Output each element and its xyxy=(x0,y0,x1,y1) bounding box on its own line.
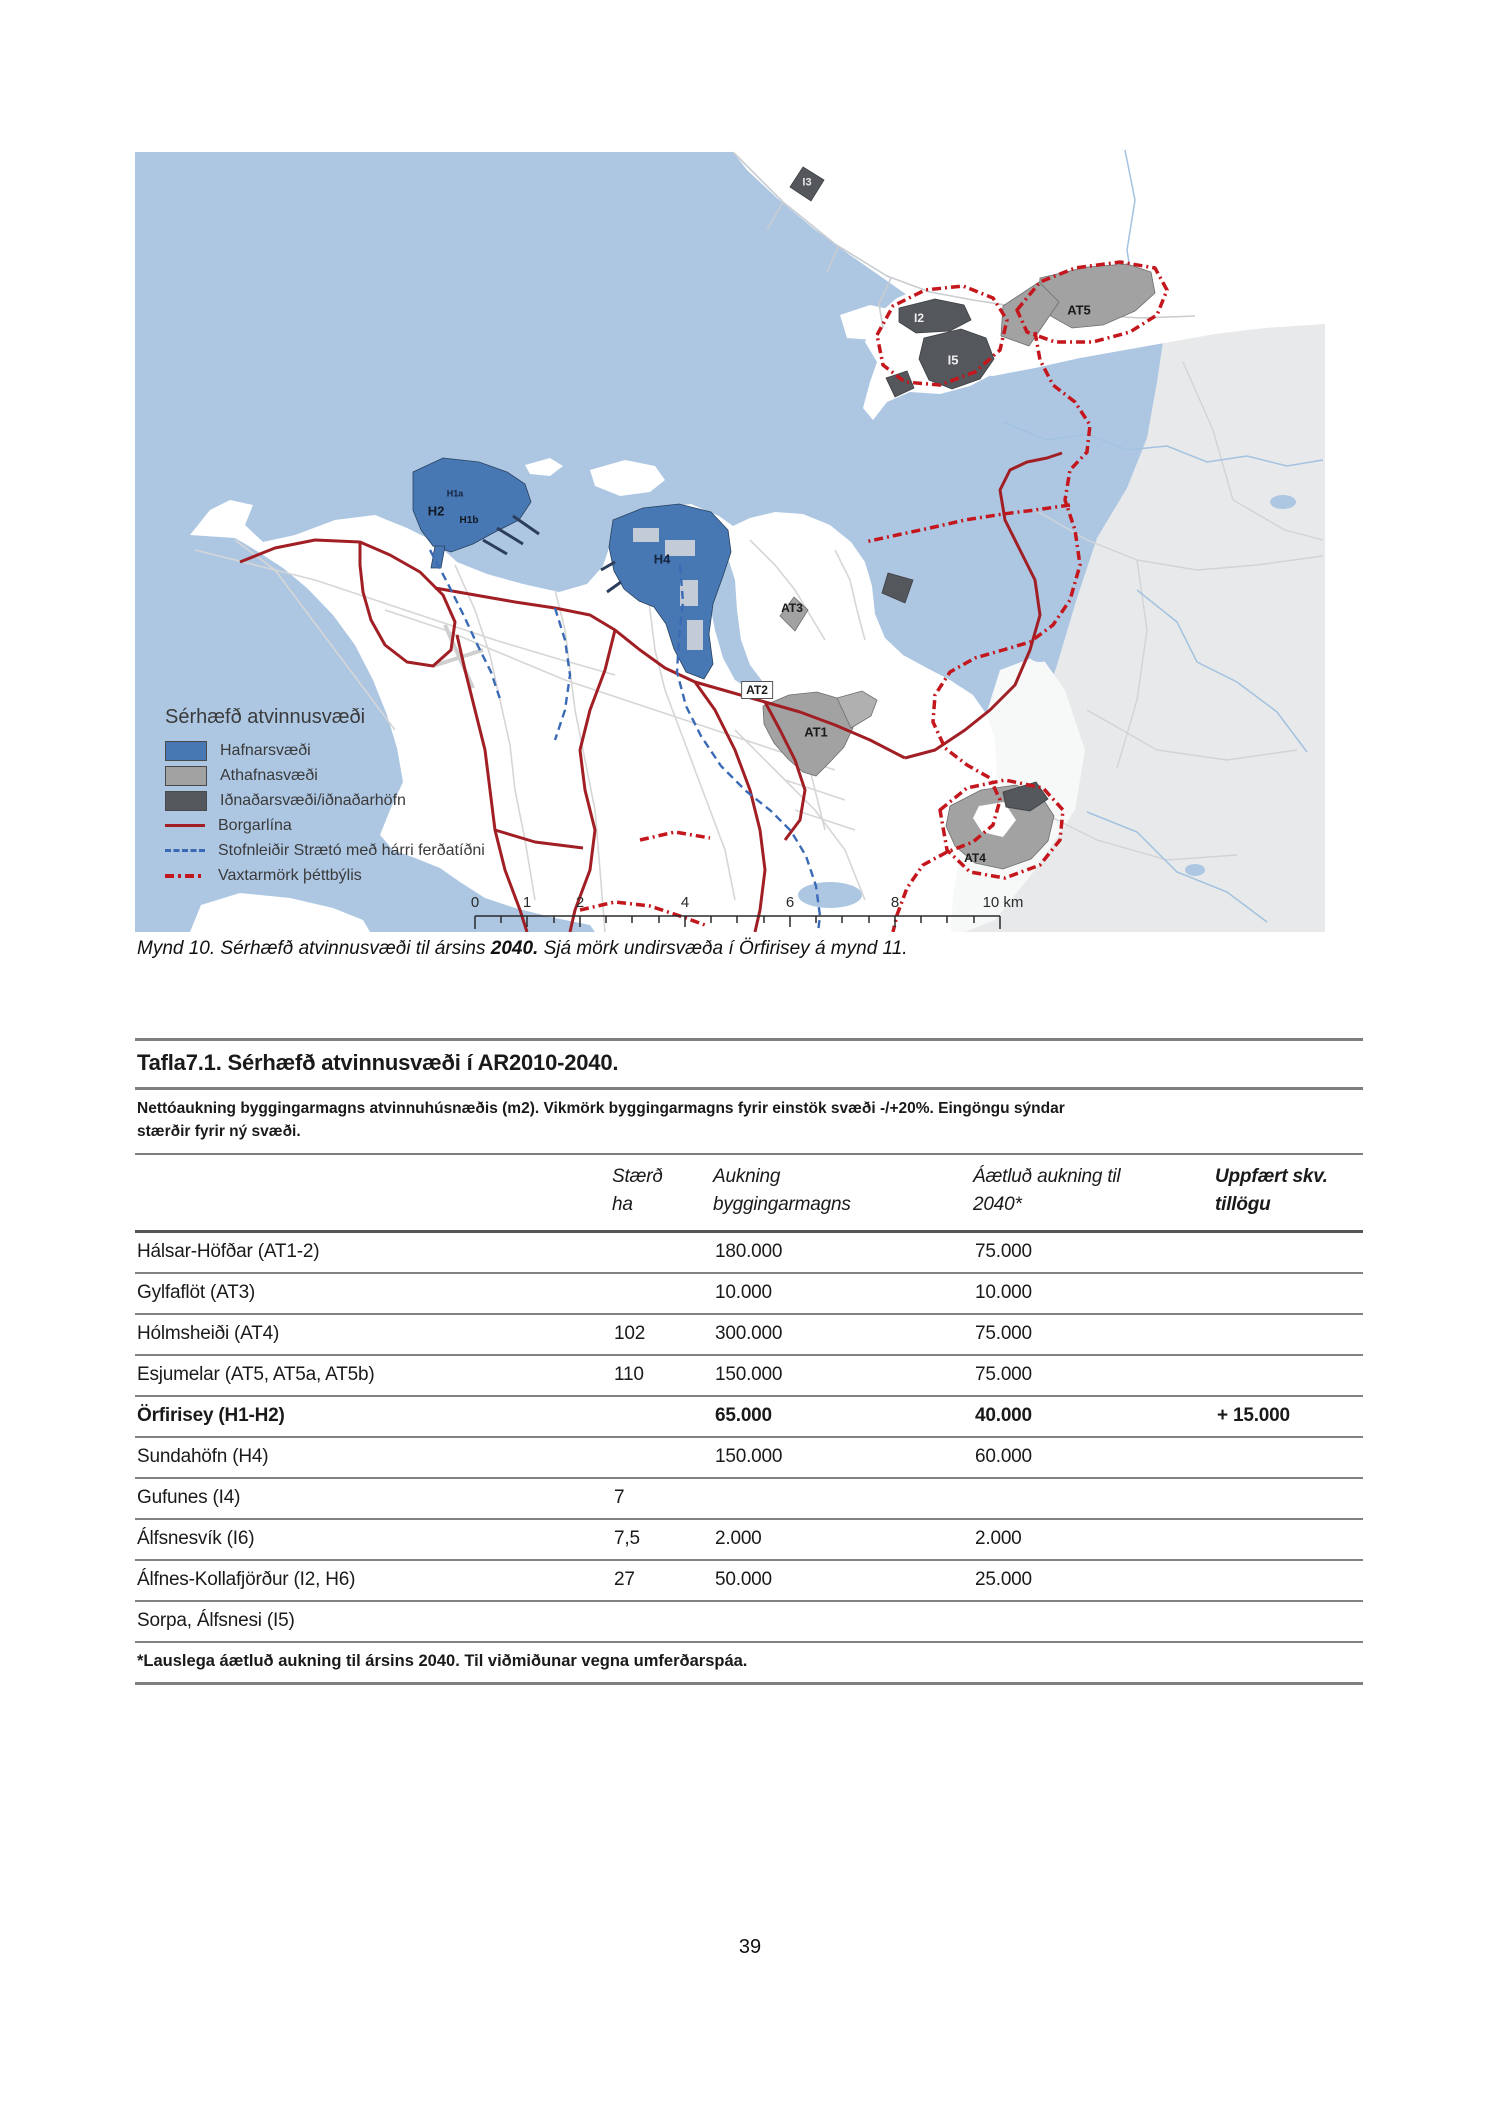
table-row xyxy=(135,1436,1363,1477)
figure-caption xyxy=(137,938,908,960)
header-col-4 xyxy=(1215,1155,1363,1230)
cell-name: Gylfaflöt (AT3) xyxy=(137,1281,256,1303)
cell-name: Gufunes (I4) xyxy=(137,1486,241,1508)
legend-item-label: Stofnleiðir Strætó með hárri ferðatíðni xyxy=(218,841,485,859)
cell-name: Álfnes-Kollafjörður (I2, H6) xyxy=(137,1568,356,1590)
legend-title: Sérhæfð atvinnusvæði xyxy=(165,706,366,728)
zone-label-h4: H4 xyxy=(653,551,671,567)
cell-col4 xyxy=(1215,1356,1363,1395)
legend-item-label: Borgarlína xyxy=(218,816,292,834)
legend-swatch-fill xyxy=(165,766,207,786)
zone-label-i2: I2 xyxy=(913,311,925,325)
table-footnote: *Lauslega áætluð aukning til ársins 2040. Til viðmiðunar vegna umferðarspáa. xyxy=(135,1641,1363,1682)
table-row xyxy=(135,1313,1363,1354)
table-row xyxy=(135,1518,1363,1559)
cell-col4: + 15.000 xyxy=(1217,1404,1290,1426)
scale-label-6: 6 xyxy=(785,894,795,911)
header-line1: Stærð xyxy=(612,1165,663,1187)
cell-col3 xyxy=(973,1602,1215,1641)
cell-col3 xyxy=(973,1479,1215,1518)
map-legend xyxy=(165,706,585,888)
header-line2: tillögu xyxy=(1215,1194,1271,1215)
scale-label-1: 1 xyxy=(522,894,532,911)
header-col-2 xyxy=(713,1155,973,1230)
cell-name: Hólmsheiði (AT4) xyxy=(137,1322,280,1344)
cell-col1 xyxy=(612,1397,713,1436)
legend-item xyxy=(165,738,585,763)
cell-name: Örfirisey (H1-H2) xyxy=(137,1404,285,1426)
cell-col2 xyxy=(713,1479,973,1518)
cell-col4 xyxy=(1215,1479,1363,1518)
cell-col4 xyxy=(1215,1274,1363,1313)
legend-item-label: Athafnasvæði xyxy=(220,766,318,784)
legend-item-label: Iðnaðarsvæði/iðnaðarhöfn xyxy=(220,791,406,809)
scale-label-8: 8 xyxy=(890,894,900,911)
scale-label-4: 4 xyxy=(680,894,690,911)
cell-col3: 60.000 xyxy=(975,1445,1032,1467)
table-header-row xyxy=(135,1155,1363,1230)
cell-name: Sorpa, Álfsnesi (I5) xyxy=(137,1609,295,1631)
table-body xyxy=(135,1233,1363,1641)
zone-label-at2: AT2 xyxy=(741,681,773,699)
cell-col4 xyxy=(1215,1520,1363,1559)
legend-items xyxy=(165,738,585,888)
header-line2: byggingarmagns xyxy=(713,1194,851,1215)
legend-item xyxy=(165,838,585,863)
cell-col4 xyxy=(1215,1561,1363,1600)
legend-item xyxy=(165,813,585,838)
table-row xyxy=(135,1354,1363,1395)
legend-swatch-fill xyxy=(165,791,207,811)
cell-col1: 110 xyxy=(614,1363,644,1385)
cell-col3: 40.000 xyxy=(975,1404,1032,1426)
cell-col1: 27 xyxy=(614,1568,635,1590)
cell-name: Hálsar-Höfðar (AT1-2) xyxy=(137,1240,320,1262)
caption-suffix: Sjá mörk undirsvæða í Örfirisey á mynd 11. xyxy=(538,938,908,959)
header-line1: Aukning xyxy=(713,1165,781,1187)
cell-col2: 50.000 xyxy=(715,1568,772,1590)
caption-bold-year: 2040. xyxy=(490,938,539,959)
zone-label-h2: H2 xyxy=(427,503,445,519)
table-row xyxy=(135,1395,1363,1436)
page-number: 39 xyxy=(738,1936,762,1958)
zone-label-at1: AT1 xyxy=(804,724,828,740)
cell-name: Sundahöfn (H4) xyxy=(137,1445,269,1467)
header-line2: ha xyxy=(612,1194,633,1215)
cell-col3: 10.000 xyxy=(975,1281,1032,1303)
legend-item xyxy=(165,763,585,788)
cell-col2: 65.000 xyxy=(715,1404,772,1426)
cell-col4 xyxy=(1215,1315,1363,1354)
cell-col3: 75.000 xyxy=(975,1322,1032,1344)
table-title: Tafla7.1. Sérhæfð atvinnusvæði í AR2010-2040. xyxy=(137,1050,619,1075)
caption-prefix: Mynd 10. Sérhæfð atvinnusvæði til ársins xyxy=(137,938,491,959)
header-col-3 xyxy=(973,1155,1215,1230)
cell-col2: 10.000 xyxy=(715,1281,772,1303)
table-7-1 xyxy=(135,1038,1363,1685)
cell-col3: 2.000 xyxy=(975,1527,1022,1549)
cell-col2: 2.000 xyxy=(715,1527,762,1549)
cell-col2: 180.000 xyxy=(715,1240,783,1262)
zone-label-at3: AT3 xyxy=(781,601,803,615)
header-line1: Uppfært skv. xyxy=(1215,1165,1328,1187)
cell-col2: 150.000 xyxy=(715,1363,783,1385)
map-figure xyxy=(135,110,1325,932)
cell-col1: 102 xyxy=(614,1322,646,1344)
cell-col2: 150.000 xyxy=(715,1445,783,1467)
cell-col1: 7 xyxy=(614,1486,625,1508)
zone-label-at4: AT4 xyxy=(964,851,986,865)
cell-col1 xyxy=(612,1602,713,1641)
scale-label-0: 0 xyxy=(470,894,480,911)
legend-swatch-dashed xyxy=(165,849,205,852)
cell-col4 xyxy=(1215,1233,1363,1272)
table-row xyxy=(135,1600,1363,1641)
legend-swatch-fill xyxy=(165,741,207,761)
scale-label-10-km: 10 km xyxy=(982,894,1024,911)
table-row xyxy=(135,1559,1363,1600)
table-row xyxy=(135,1233,1363,1272)
cell-col3: 75.000 xyxy=(975,1363,1032,1385)
cell-col1 xyxy=(612,1233,713,1272)
scale-label-2: 2 xyxy=(575,894,585,911)
header-line1: Áætluð aukning til xyxy=(973,1165,1121,1187)
zone-label-at5: AT5 xyxy=(1067,302,1091,318)
table-row xyxy=(135,1477,1363,1518)
legend-item-label: Vaxtarmörk þéttbýlis xyxy=(218,866,362,884)
header-col-1 xyxy=(612,1155,713,1230)
zone-label-i5: I5 xyxy=(947,352,959,368)
legend-item xyxy=(165,863,585,888)
cell-col2 xyxy=(713,1602,973,1641)
zone-label-h1a: H1a xyxy=(446,488,464,499)
cell-col1: 7,5 xyxy=(614,1527,640,1549)
legend-item-label: Hafnarsvæði xyxy=(220,741,311,759)
zone-label-i3: I3 xyxy=(802,176,812,189)
cell-col3: 25.000 xyxy=(975,1568,1032,1590)
cell-col1 xyxy=(612,1274,713,1313)
zone-label-h1b: H1b xyxy=(459,515,479,526)
cell-col4 xyxy=(1215,1438,1363,1477)
cell-col4 xyxy=(1215,1602,1363,1641)
table-row xyxy=(135,1272,1363,1313)
cell-name: Álfsnesvík (I6) xyxy=(137,1527,255,1549)
legend-swatch-dashdot xyxy=(165,874,205,878)
cell-col3: 75.000 xyxy=(975,1240,1032,1262)
legend-item xyxy=(165,788,585,813)
table-subtitle: Nettóaukning byggingarmagns atvinnuhúsnæðis (m2). Vikmörk byggingarmagns fyrir einstök svæði -/+20%. Eingöngu sýndar stærðir fyrir ný svæði. xyxy=(137,1100,1065,1141)
header-col-0 xyxy=(135,1155,612,1230)
cell-col1 xyxy=(612,1438,713,1477)
table-bottom-rule xyxy=(135,1682,1363,1685)
cell-name: Esjumelar (AT5, AT5a, AT5b) xyxy=(137,1363,375,1385)
legend-swatch-line xyxy=(165,824,205,827)
header-line2: 2040* xyxy=(973,1194,1022,1215)
cell-col2: 300.000 xyxy=(715,1322,783,1344)
